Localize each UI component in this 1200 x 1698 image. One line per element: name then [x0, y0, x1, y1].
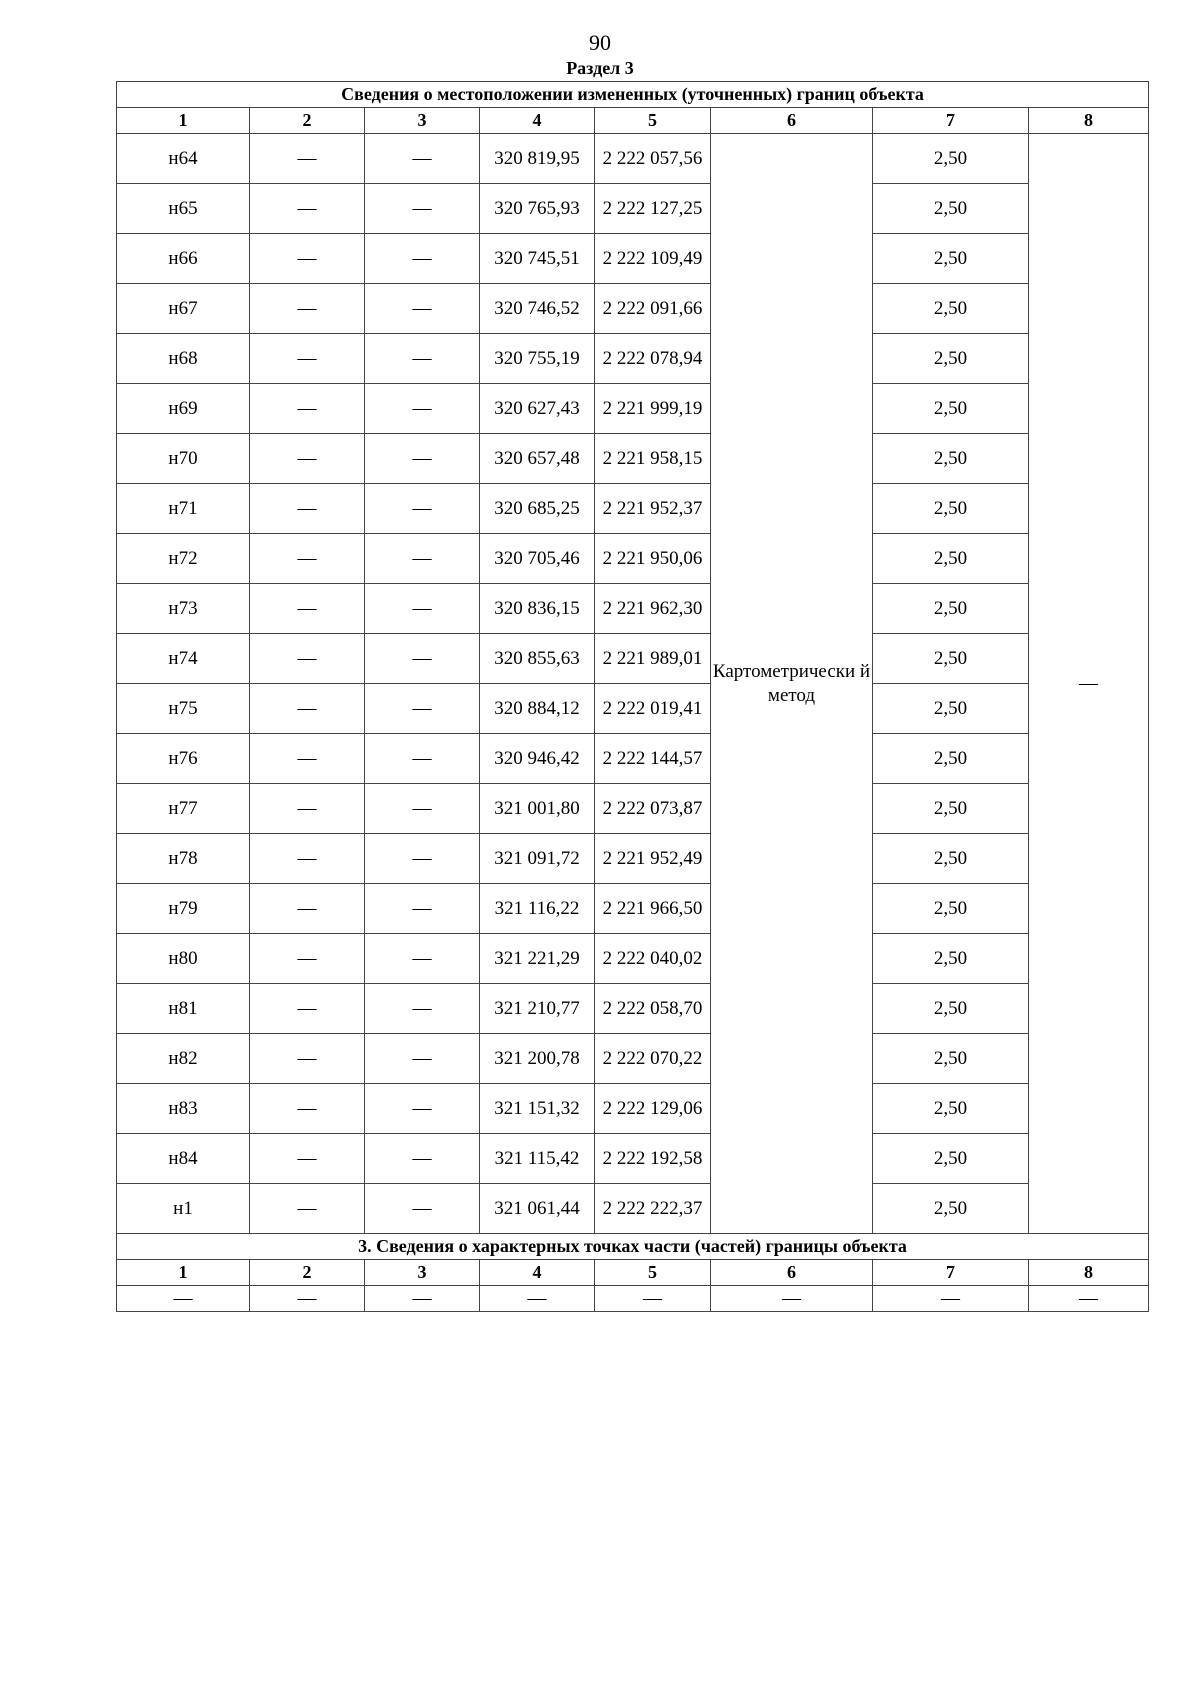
accuracy-cell: 2,50 [873, 1084, 1029, 1134]
column-2-cell: — [250, 584, 365, 634]
table-row [117, 434, 1149, 484]
accuracy-cell: 2,50 [873, 434, 1029, 484]
column-2-cell: — [250, 134, 365, 184]
y-coordinate-cell: 2 222 091,66 [595, 284, 711, 334]
x-coordinate-cell: 320 855,63 [480, 634, 595, 684]
subsection-cell-6: — [711, 1286, 873, 1312]
accuracy-cell: 2,50 [873, 234, 1029, 284]
column-2-cell: — [250, 984, 365, 1034]
column-2-cell: — [250, 684, 365, 734]
subsection-title-row [117, 1234, 1149, 1260]
column-3-cell: — [365, 334, 480, 384]
subsection-column-number-7: 7 [873, 1260, 1029, 1286]
x-coordinate-cell: 320 685,25 [480, 484, 595, 534]
y-coordinate-cell: 2 222 073,87 [595, 784, 711, 834]
column-number-5: 5 [595, 108, 711, 134]
y-coordinate-cell: 2 221 999,19 [595, 384, 711, 434]
column-3-cell: — [365, 734, 480, 784]
column-3-cell: — [365, 684, 480, 734]
x-coordinate-cell: 320 836,15 [480, 584, 595, 634]
column-number-row [117, 108, 1149, 134]
column-2-cell: — [250, 234, 365, 284]
subsection-column-number-4: 4 [480, 1260, 595, 1286]
column-2-cell: — [250, 334, 365, 384]
point-name-cell: н81 [117, 984, 250, 1034]
point-name-cell: н75 [117, 684, 250, 734]
y-coordinate-cell: 2 222 078,94 [595, 334, 711, 384]
y-coordinate-cell: 2 222 058,70 [595, 984, 711, 1034]
accuracy-cell: 2,50 [873, 584, 1029, 634]
column-2-cell: — [250, 184, 365, 234]
table-row [117, 134, 1149, 184]
table-title: Сведения о местоположении измененных (уточненных) границ объекта [117, 82, 1149, 108]
subsection-column-number-5: 5 [595, 1260, 711, 1286]
column-8-cell: — [1029, 134, 1149, 1234]
column-number-2: 2 [250, 108, 365, 134]
point-name-cell: н71 [117, 484, 250, 534]
subsection-cell-5: — [595, 1286, 711, 1312]
column-3-cell: — [365, 1184, 480, 1234]
column-2-cell: — [250, 1134, 365, 1184]
column-number-7: 7 [873, 108, 1029, 134]
accuracy-cell: 2,50 [873, 634, 1029, 684]
y-coordinate-cell: 2 222 127,25 [595, 184, 711, 234]
accuracy-cell: 2,50 [873, 1034, 1029, 1084]
x-coordinate-cell: 320 746,52 [480, 284, 595, 334]
table-row [117, 1184, 1149, 1234]
y-coordinate-cell: 2 222 109,49 [595, 234, 711, 284]
table-row [117, 784, 1149, 834]
x-coordinate-cell: 320 705,46 [480, 534, 595, 584]
accuracy-cell: 2,50 [873, 684, 1029, 734]
subsection-column-number-3: 3 [365, 1260, 480, 1286]
x-coordinate-cell: 320 884,12 [480, 684, 595, 734]
table-title-row [117, 82, 1149, 108]
point-name-cell: н77 [117, 784, 250, 834]
x-coordinate-cell: 320 946,42 [480, 734, 595, 784]
table-row [117, 1034, 1149, 1084]
table-row [117, 984, 1149, 1034]
accuracy-cell: 2,50 [873, 384, 1029, 434]
column-2-cell: — [250, 1184, 365, 1234]
subsection-cell-3: — [365, 1286, 480, 1312]
y-coordinate-cell: 2 221 950,06 [595, 534, 711, 584]
y-coordinate-cell: 2 222 057,56 [595, 134, 711, 184]
point-name-cell: н1 [117, 1184, 250, 1234]
column-2-cell: — [250, 1084, 365, 1134]
column-3-cell: — [365, 384, 480, 434]
y-coordinate-cell: 2 222 144,57 [595, 734, 711, 784]
point-name-cell: н73 [117, 584, 250, 634]
x-coordinate-cell: 321 091,72 [480, 834, 595, 884]
column-3-cell: — [365, 984, 480, 1034]
column-number-1: 1 [117, 108, 250, 134]
column-3-cell: — [365, 284, 480, 334]
accuracy-cell: 2,50 [873, 1134, 1029, 1184]
x-coordinate-cell: 321 151,32 [480, 1084, 595, 1134]
table-row [117, 634, 1149, 684]
accuracy-cell: 2,50 [873, 884, 1029, 934]
column-2-cell: — [250, 1034, 365, 1084]
table-row [117, 734, 1149, 784]
subsection-column-number-1: 1 [117, 1260, 250, 1286]
x-coordinate-cell: 320 819,95 [480, 134, 595, 184]
boundary-table [116, 81, 1149, 1312]
x-coordinate-cell: 321 210,77 [480, 984, 595, 1034]
accuracy-cell: 2,50 [873, 734, 1029, 784]
column-3-cell: — [365, 434, 480, 484]
y-coordinate-cell: 2 222 040,02 [595, 934, 711, 984]
column-2-cell: — [250, 534, 365, 584]
column-3-cell: — [365, 484, 480, 534]
subsection-title: 3. Сведения о характерных точках части (частей) границы объекта [117, 1234, 1149, 1260]
column-number-6: 6 [711, 108, 873, 134]
x-coordinate-cell: 320 765,93 [480, 184, 595, 234]
table-row [117, 384, 1149, 434]
point-name-cell: н76 [117, 734, 250, 784]
x-coordinate-cell: 320 657,48 [480, 434, 595, 484]
column-2-cell: — [250, 784, 365, 834]
table-row [117, 834, 1149, 884]
x-coordinate-cell: 320 627,43 [480, 384, 595, 434]
y-coordinate-cell: 2 221 952,37 [595, 484, 711, 534]
column-3-cell: — [365, 634, 480, 684]
table-body [117, 82, 1149, 1312]
column-2-cell: — [250, 634, 365, 684]
table-row [117, 484, 1149, 534]
table-row [117, 284, 1149, 334]
column-3-cell: — [365, 1084, 480, 1134]
subsection-column-number-2: 2 [250, 1260, 365, 1286]
method-cell: Картометрически й метод [711, 134, 873, 1234]
y-coordinate-cell: 2 221 958,15 [595, 434, 711, 484]
accuracy-cell: 2,50 [873, 334, 1029, 384]
accuracy-cell: 2,50 [873, 534, 1029, 584]
y-coordinate-cell: 2 222 222,37 [595, 1184, 711, 1234]
column-number-8: 8 [1029, 108, 1149, 134]
column-3-cell: — [365, 184, 480, 234]
subsection-column-number-row [117, 1260, 1149, 1286]
column-3-cell: — [365, 234, 480, 284]
point-name-cell: н65 [117, 184, 250, 234]
column-2-cell: — [250, 484, 365, 534]
y-coordinate-cell: 2 221 989,01 [595, 634, 711, 684]
point-name-cell: н64 [117, 134, 250, 184]
column-2-cell: — [250, 384, 365, 434]
table-row [117, 684, 1149, 734]
accuracy-cell: 2,50 [873, 934, 1029, 984]
accuracy-cell: 2,50 [873, 784, 1029, 834]
x-coordinate-cell: 321 221,29 [480, 934, 595, 984]
accuracy-cell: 2,50 [873, 134, 1029, 184]
accuracy-cell: 2,50 [873, 284, 1029, 334]
column-3-cell: — [365, 1134, 480, 1184]
table-row [117, 1134, 1149, 1184]
column-2-cell: — [250, 834, 365, 884]
accuracy-cell: 2,50 [873, 184, 1029, 234]
point-name-cell: н83 [117, 1084, 250, 1134]
point-name-cell: н68 [117, 334, 250, 384]
column-2-cell: — [250, 884, 365, 934]
column-3-cell: — [365, 1034, 480, 1084]
accuracy-cell: 2,50 [873, 1184, 1029, 1234]
subsection-cell-4: — [480, 1286, 595, 1312]
column-2-cell: — [250, 734, 365, 784]
accuracy-cell: 2,50 [873, 834, 1029, 884]
y-coordinate-cell: 2 222 192,58 [595, 1134, 711, 1184]
column-3-cell: — [365, 134, 480, 184]
point-name-cell: н69 [117, 384, 250, 434]
table-row [117, 334, 1149, 384]
subsection-cell-1: — [117, 1286, 250, 1312]
y-coordinate-cell: 2 222 019,41 [595, 684, 711, 734]
point-name-cell: н82 [117, 1034, 250, 1084]
point-name-cell: н72 [117, 534, 250, 584]
column-2-cell: — [250, 934, 365, 984]
column-number-3: 3 [365, 108, 480, 134]
point-name-cell: н67 [117, 284, 250, 334]
table-row [117, 584, 1149, 634]
point-name-cell: н70 [117, 434, 250, 484]
y-coordinate-cell: 2 222 070,22 [595, 1034, 711, 1084]
x-coordinate-cell: 321 200,78 [480, 1034, 595, 1084]
column-3-cell: — [365, 584, 480, 634]
point-name-cell: н84 [117, 1134, 250, 1184]
subsection-column-number-6: 6 [711, 1260, 873, 1286]
x-coordinate-cell: 321 061,44 [480, 1184, 595, 1234]
column-2-cell: — [250, 434, 365, 484]
y-coordinate-cell: 2 222 129,06 [595, 1084, 711, 1134]
table-row [117, 234, 1149, 284]
section-label: Раздел 3 [566, 58, 634, 78]
page-number: 90 [589, 30, 611, 55]
table-row [117, 534, 1149, 584]
x-coordinate-cell: 320 755,19 [480, 334, 595, 384]
column-3-cell: — [365, 834, 480, 884]
table-row [117, 884, 1149, 934]
point-name-cell: н79 [117, 884, 250, 934]
subsection-cell-8: — [1029, 1286, 1149, 1312]
table-row [117, 934, 1149, 984]
x-coordinate-cell: 321 001,80 [480, 784, 595, 834]
point-name-cell: н74 [117, 634, 250, 684]
accuracy-cell: 2,50 [873, 484, 1029, 534]
point-name-cell: н66 [117, 234, 250, 284]
column-3-cell: — [365, 934, 480, 984]
x-coordinate-cell: 320 745,51 [480, 234, 595, 284]
column-3-cell: — [365, 784, 480, 834]
subsection-cell-7: — [873, 1286, 1029, 1312]
point-name-cell: н80 [117, 934, 250, 984]
x-coordinate-cell: 321 116,22 [480, 884, 595, 934]
point-name-cell: н78 [117, 834, 250, 884]
subsection-column-number-8: 8 [1029, 1260, 1149, 1286]
column-3-cell: — [365, 884, 480, 934]
y-coordinate-cell: 2 221 962,30 [595, 584, 711, 634]
y-coordinate-cell: 2 221 966,50 [595, 884, 711, 934]
x-coordinate-cell: 321 115,42 [480, 1134, 595, 1184]
subsection-row [117, 1286, 1149, 1312]
accuracy-cell: 2,50 [873, 984, 1029, 1034]
subsection-cell-2: — [250, 1286, 365, 1312]
column-2-cell: — [250, 284, 365, 334]
table-row [117, 184, 1149, 234]
column-3-cell: — [365, 534, 480, 584]
table-row [117, 1084, 1149, 1134]
column-number-4: 4 [480, 108, 595, 134]
y-coordinate-cell: 2 221 952,49 [595, 834, 711, 884]
